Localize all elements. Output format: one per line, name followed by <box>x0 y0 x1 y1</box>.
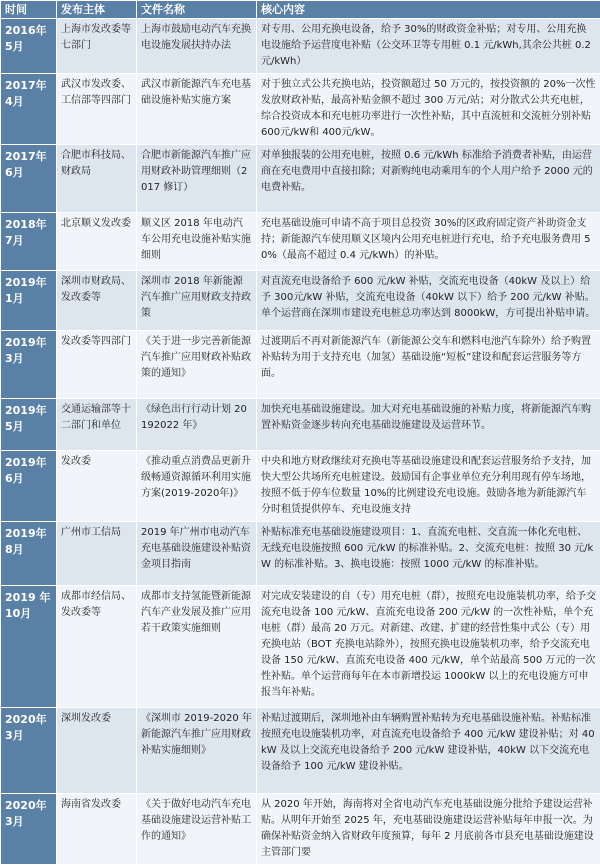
row-content: 中央和地方财政继续对充换电等基础设施建设和配套运营服务给予支持，加快大型公共场所充电桩建设。鼓励国有企事业单位充分利用现有停车场地，按照不低于停车位数量 10%的比例建设充电设施。鼓励各地为新能源汽车分时租赁提供停车、充电设施支持 <box>257 451 600 522</box>
row-content: 对直流充电设备给予 600 元/kW 补贴，交流充电设备（40kW 及以上）给予 300元/kW 补贴，交流充电设备（40kW 以下）给予 200 元/kW 补贴。单个运营商在深圳市建设充电桩总功率达到 8000kW，方可提出补贴申请。 <box>257 271 600 331</box>
header-content: 核心内容 <box>257 1 600 19</box>
table-header <box>1 1 600 19</box>
table-row <box>1 586 600 708</box>
row-doc: 上海市鼓励电动汽车充换电设施发展扶持办法 <box>137 19 257 74</box>
row-content: 对专用、公用充换电设备，给予 30%的财政资金补贴；对专用、公用充换电设施给予运营度电补贴（公交环卫等专用桩 0.1 元/kWh,其余公共桩 0.2 元/kWh） <box>257 19 600 74</box>
row-content: 对完成安装建设的自（专）用充电桩（群），按照充电设施装机功率，给予交流充电设备 100 元/kW、直流充电设备 200 元/kW 的一次性补贴，单个充电桩（群）最高 20 万元。对新建、改建、扩建的经营性集中式公（专）用充换电站（BOT 充换电站除外），按照充换电设施装机功率，给予交流充电设备 150 元/kW、直流充电设备 400 元/kW，单个站最高 500 万元的一次性补贴。单个运营商每年在本市新增投运 1000kW 以上的充电设施方可申报当年补贴。 <box>257 586 600 708</box>
table-row <box>1 451 600 522</box>
table-row <box>1 399 600 451</box>
row-doc: 《绿色出行行动计划 20192022 年》 <box>137 399 257 451</box>
row-issuer: 海南省发改委 <box>57 794 137 865</box>
row-content: 过渡期后不再对新能源汽车（新能源公交车和燃料电池汽车除外）给予购置补贴转为用于支持充电（加氢）基础设施“短板”建设和配套运营服务等方面。 <box>257 331 600 399</box>
row-doc: 深圳市 2018 年新能源汽车推广应用财政支持政策 <box>137 271 257 331</box>
table-row <box>1 19 600 74</box>
table-row <box>1 794 600 865</box>
row-time: 2019年3月 <box>1 331 57 399</box>
row-issuer: 北京顺义发改委 <box>57 213 137 271</box>
row-time: 2018年7月 <box>1 213 57 271</box>
row-time: 2019年5月 <box>1 399 57 451</box>
table-row <box>1 74 600 145</box>
row-issuer: 深圳市财政局、发改委等 <box>57 271 137 331</box>
row-content: 从 2020 年开始，海南将对全省电动汽车充电基础设施分批给予建设运营补贴。从明年开始至 2025 年，充电基础设施建设运营补贴每年申报一次。为确保补贴资金纳入省财政年度预算，每年 2 月底前各市县充电基础设施建设主管部门要 <box>257 794 600 865</box>
row-time: 2019年8月 <box>1 522 57 586</box>
header-time: 时间 <box>1 1 57 19</box>
row-doc: 2019 年广州市电动汽车充电基础设施建设补贴资金项目指南 <box>137 522 257 586</box>
row-doc: 武汉市新能源汽车充电基础设施补贴实施方案 <box>137 74 257 145</box>
row-issuer: 合肥市科技局、财政局 <box>57 145 137 213</box>
row-time: 2017年4月 <box>1 74 57 145</box>
row-doc: 《深圳市 2019-2020 年新能源汽车推广应用财政补贴实施细则》 <box>137 708 257 794</box>
row-content: 对单独报装的公用充电桩，按照 0.6 元/kWh 标准给予消费者补贴，由运营商在充电费用中直接扣除；对新购纯电动乘用车的个人用户给予 2000 元的电费补贴。 <box>257 145 600 213</box>
table-row <box>1 331 600 399</box>
table-row <box>1 213 600 271</box>
header-issuer: 发布主体 <box>57 1 137 19</box>
table-row <box>1 708 600 794</box>
row-time: 2016年5月 <box>1 19 57 74</box>
table-row <box>1 145 600 213</box>
row-time: 2020年3月 <box>1 794 57 865</box>
row-issuer: 深圳发改委 <box>57 708 137 794</box>
row-content: 对于独立式公共充换电站，投资额超过 50 万元的，按投资额的 20%一次性发放财政补贴，最高补贴金额不超过 300 万元/站；对分散式公共充电桩，综合投资成本和充电桩功率进行一次性补贴，其中直流桩和交流桩分别补贴600元/kW和 400元/kW。 <box>257 74 600 145</box>
row-content: 补贴标准充电基础设施建设项目：1、直流充电桩、交直流一体化充电桩、无线充电设施按照 600 元/kW 的标准补贴。2、交流充电桩：按照 30 元/kW 的标准补贴。3、换电设施：按照 1000 元/kW 的标准补贴。 <box>257 522 600 586</box>
row-content: 补贴过渡期后，深圳地补由车辆购置补贴转为充电基础设施补贴。补贴标准按照充电设施装机功率，对直流充电设备给予 400 元/kW 建设补贴；对 40kW 及以上交流充电设备给予 200 元/kW 建设补贴，40kW 以下交流充电设备给予 100 元/kW 建设补贴。 <box>257 708 600 794</box>
row-issuer: 成都市经信局、发改委等 <box>57 586 137 708</box>
row-issuer: 武汉市发改委、工信部等四部门 <box>57 74 137 145</box>
table-row <box>1 271 600 331</box>
row-issuer: 上海市发改委等七部门 <box>57 19 137 74</box>
row-doc: 《关于做好电动汽车充电基础设施建设运营补贴工作的通知》 <box>137 794 257 865</box>
row-doc: 《关于进一步完善新能源汽车推广应用财政补贴政策的通知》 <box>137 331 257 399</box>
row-content: 加快充电基础设施建设。加大对充电基础设施的补贴力度，将新能源汽车购置补贴资金逐步转向充电基础设施建设及运营环节。 <box>257 399 600 451</box>
row-issuer: 发改委 <box>57 451 137 522</box>
row-time: 2020年3月 <box>1 708 57 794</box>
row-time: 2019 年 10月 <box>1 586 57 708</box>
row-content: 充电基础设施可申请不高于项目总投资 30%的区政府固定资产补助资金支持；新能源汽车使用顺义区境内公用充电桩进行充电，给予充电服务费用 50%（最高不超过 0.4 元/kWh）的补贴。 <box>257 213 600 271</box>
table-row <box>1 522 600 586</box>
row-issuer: 交通运输部等十二部门和单位 <box>57 399 137 451</box>
row-doc: 成都市支持氢能暨新能源汽车产业发展及推广应用若干政策实施细则 <box>137 586 257 708</box>
row-doc: 《推动重点消费品更新升级畅通资源循环利用实施方案(2019-2020年)》 <box>137 451 257 522</box>
row-time: 2019年6月 <box>1 451 57 522</box>
row-doc: 顺义区 2018 年电动汽车公用充电设施补贴实施细则 <box>137 213 257 271</box>
row-doc: 合肥市新能源汽车推广应用财政补助管理细则（2017 修订） <box>137 145 257 213</box>
row-time: 2019年1月 <box>1 271 57 331</box>
row-issuer: 广州市工信局 <box>57 522 137 586</box>
row-issuer: 发改委等四部门 <box>57 331 137 399</box>
header-doc: 文件名称 <box>137 1 257 19</box>
row-time: 2017年6月 <box>1 145 57 213</box>
